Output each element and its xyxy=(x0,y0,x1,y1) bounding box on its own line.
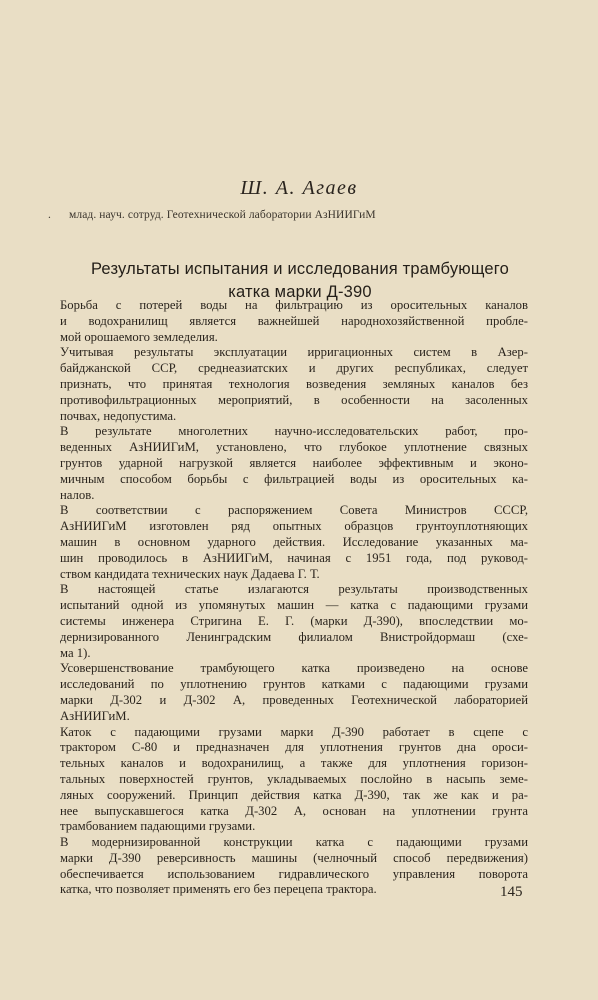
paragraph-line: трамбованием падающими грузами. xyxy=(60,819,256,834)
paragraph-line: нее выпускавшегося катка Д-302 А, основан на уплотнении грунта xyxy=(60,803,528,818)
paragraph-line: противофильтрационных мероприятий, в особенности на засоленных xyxy=(60,392,528,407)
paragraph-line: В модернизированной конструкции катка с падающими грузами xyxy=(60,835,528,850)
paragraph-line: мичным способом борьбы с фильтрацией воды из оросительных ка- xyxy=(60,471,528,486)
paragraph-line: дернизированного Ленинградским филиалом Внистройдормаш (схе- xyxy=(60,629,528,644)
paragraph-line: грунтов ударной нагрузкой является наиболее эффективным и эконо- xyxy=(60,455,528,470)
paragraph-line: обеспечивается использованием гидравлического управления поворота xyxy=(60,866,528,881)
paragraph-line: трактором С-80 и предназначен для уплотнения грунтов дна ороси- xyxy=(60,740,528,755)
paragraph-line: тальных поверхностей грунтов, укладываемых послойно в насыпь земе- xyxy=(60,771,528,786)
paragraph-line: байджанской ССР, среднеазиатских и других республиках, следует xyxy=(60,361,528,376)
paragraph-line: В настоящей статье излагаются результаты производственных xyxy=(60,582,528,597)
paragraph xyxy=(60,582,528,661)
paragraph-line: АзНИИГиМ изготовлен ряд опытных образцов грунтоуплотняющих xyxy=(60,519,528,534)
paragraph-line: АзНИИГиМ. xyxy=(60,708,130,723)
paragraph-line: машин в основном ударного действия. Исследование указанных ма- xyxy=(60,534,528,549)
paragraph-line: шин проводилось в АзНИИГиМ, начиная с 1951 года, под руковод- xyxy=(60,550,528,565)
paragraph xyxy=(60,725,528,836)
paragraph-line: ляных сооружений. Принцип действия катка Д-390, так же как и ра- xyxy=(60,787,528,802)
paragraph xyxy=(60,661,528,724)
paragraph-line: и водохранилищ является важнейшей народнохозяйственной пробле- xyxy=(60,313,528,328)
paragraph-line: марки Д-390 реверсивность машины (челночный способ передвижения) xyxy=(60,850,528,865)
title-line-1: Результаты испытания и исследования трамбующего xyxy=(90,260,510,278)
paragraph xyxy=(60,345,528,424)
page-number: 145 xyxy=(500,884,523,900)
paragraph-line: В соответствии с распоряжением Совета Министров СССР, xyxy=(60,503,528,518)
paragraph-line: катка, что позволяет применять его без перецепа трактора. xyxy=(60,882,377,897)
paragraph xyxy=(60,424,528,503)
author-affiliation xyxy=(48,209,568,221)
paragraph-line: системы инженера Стригина Е. Г. (марки Д-390), впоследствии мо- xyxy=(60,613,528,628)
paragraph xyxy=(60,503,528,582)
paragraph-line: почвах, недопустима. xyxy=(60,408,177,423)
paragraph-line: испытаний одной из упомянутых машин — катка с падающими грузами xyxy=(60,598,528,613)
paragraph-line: признать, что принятая технология возведения земляных каналов без xyxy=(60,376,528,391)
paragraph-line: Каток с падающими грузами марки Д-390 работает в сцепе с xyxy=(60,724,528,739)
article-body xyxy=(60,298,528,898)
paragraph-line: ством кандидата технических наук Дадаева Г. Т. xyxy=(60,566,320,581)
paragraph-line: тельных каналов и водохранилищ, а также для уплотнения горизон- xyxy=(60,756,528,771)
paragraph-line: В результате многолетних научно-исследовательских работ, про- xyxy=(60,424,528,439)
paragraph-line: веденных АзНИИГиМ, установлено, что глубокое уплотнение связных xyxy=(60,440,528,455)
author-name: Ш. А. Агаев xyxy=(240,177,358,199)
paragraph xyxy=(60,835,528,898)
paragraph-line: мой орошаемого земледелия. xyxy=(60,329,218,344)
paragraph-line: Учитывая результаты эксплуатации ирригационных систем в Азер- xyxy=(60,345,528,360)
paragraph-line: налов. xyxy=(60,487,95,502)
paragraph xyxy=(60,298,528,345)
paragraph-line: ма 1). xyxy=(60,645,91,660)
paragraph-line: Усовершенствование трамбующего катка произведено на основе xyxy=(60,661,528,676)
affiliation-dot: . xyxy=(48,209,51,221)
paragraph-line: марки Д-302 и Д-302 А, проведенных Геотехнической лабораторией xyxy=(60,692,528,707)
paragraph-line: исследований по уплотнению грунтов катками с падающими грузами xyxy=(60,677,528,692)
affiliation-text: млад. науч. сотруд. Геотехнической лаборатории АзНИИГиМ xyxy=(68,209,376,221)
paragraph-line: Борьба с потерей воды на фильтрацию из оросительных каналов xyxy=(60,298,528,312)
title-line-2: катка марки Д-390 xyxy=(228,283,372,301)
